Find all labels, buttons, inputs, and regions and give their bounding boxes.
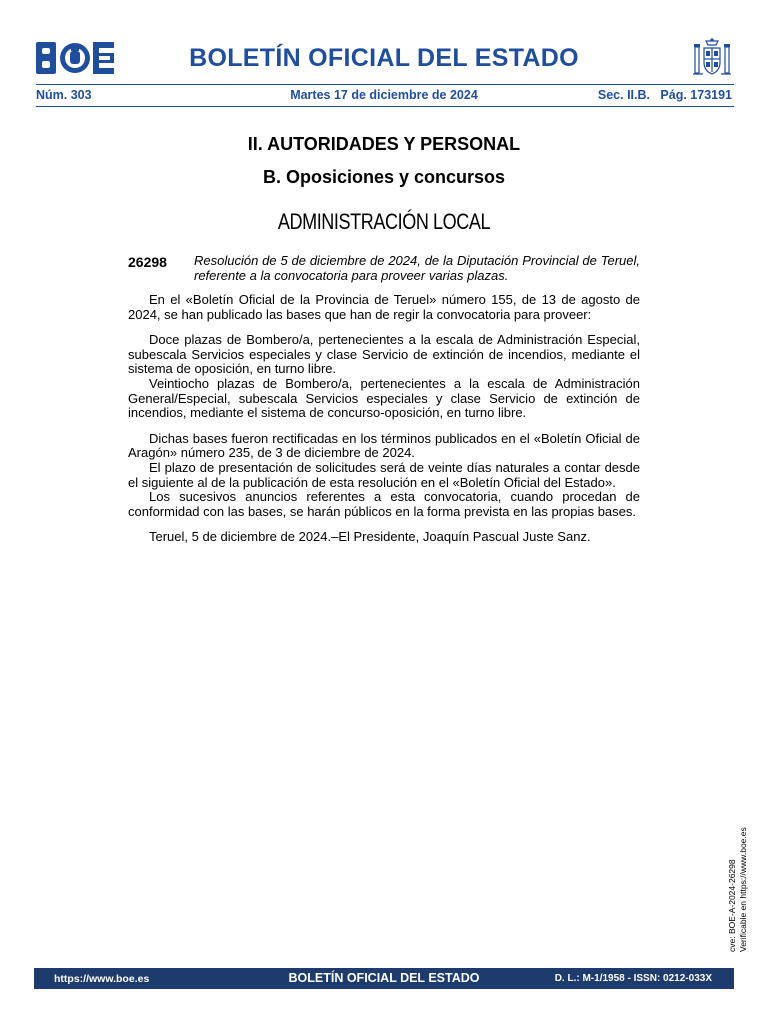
- body-paragraph: En el «Boletín Oficial de la Provincia de Teruel» número 155, de 13 de agosto de 2024, se han publicado las bases que han de regir la convocatoria para proveer:: [128, 292, 640, 322]
- body-paragraph: El plazo de presentación de solicitudes será de veinte días naturales a contar desde el siguiente al de la publicación de esta resolución en el «Boletín Oficial del Estado».: [128, 459, 640, 490]
- body-paragraph: Los sucesivos anuncios referentes a esta convocatoria, cuando procedan de conformidad con las bases, se harán públicos en la forma prevista en las propias bases.: [128, 489, 640, 519]
- resolution-body: [128, 293, 640, 545]
- publication-title: BOLETÍN OFICIAL DEL ESTADO: [189, 44, 579, 72]
- header-rule-bottom: [36, 106, 734, 107]
- section-title: II. AUTORIDADES Y PERSONAL: [247, 134, 521, 154]
- resolution-number: 26298: [128, 254, 167, 270]
- footer-legal: D. L.: M-1/1958 - ISSN: 0212-033X: [554, 973, 712, 984]
- verification-link[interactable]: Verificable en https://www.boe.es: [738, 827, 748, 952]
- administration-heading: ADMINISTRACIÓN LOCAL: [277, 209, 491, 234]
- section-subtitle: B. Oposiciones y concursos: [262, 167, 506, 187]
- footer-bar: [34, 968, 734, 989]
- body-paragraph: Veintiocho plazas de Bombero/a, pertenecientes a la escala de Administración General/Especial, subescala Servicios especiales y clase Servicio de extinción de incendios, mediante el sistema de concurso-oposición, en turno libre.: [128, 375, 640, 421]
- section-page: Sec. II.B. Pág. 173191: [597, 88, 732, 102]
- footer-url[interactable]: https://www.boe.es: [54, 973, 150, 985]
- signature-line: Teruel, 5 de diciembre de 2024.–El Presidente, Joaquín Pascual Juste Sanz.: [149, 529, 591, 545]
- resolution-summary: Resolución de 5 de diciembre de 2024, de la Diputación Provincial de Teruel, referente a la convocatoria para proveer varias plazas.: [194, 253, 640, 283]
- body-paragraph: Doce plazas de Bombero/a, pertenecientes a la escala de Administración Especial, subescala Servicios especiales y clase Servicio de extinción de incendios, mediante el sistema de oposición, en turno libre.: [128, 332, 640, 377]
- body-paragraph: Dichas bases fueron rectificadas en los términos publicados en el «Boletín Oficial de Aragón» número 235, de 3 de diciembre de 2024.: [128, 430, 640, 461]
- header-rule-top: [36, 84, 734, 85]
- cve-code: cve: BOE-A-2024-26298: [727, 859, 737, 952]
- verification-note: [727, 752, 749, 952]
- issue-number: Núm. 303: [36, 88, 92, 102]
- footer-title: BOLETÍN OFICIAL DEL ESTADO: [288, 971, 480, 985]
- spain-coat-of-arms-icon: [692, 38, 732, 80]
- issue-date: Martes 17 de diciembre de 2024: [290, 88, 478, 102]
